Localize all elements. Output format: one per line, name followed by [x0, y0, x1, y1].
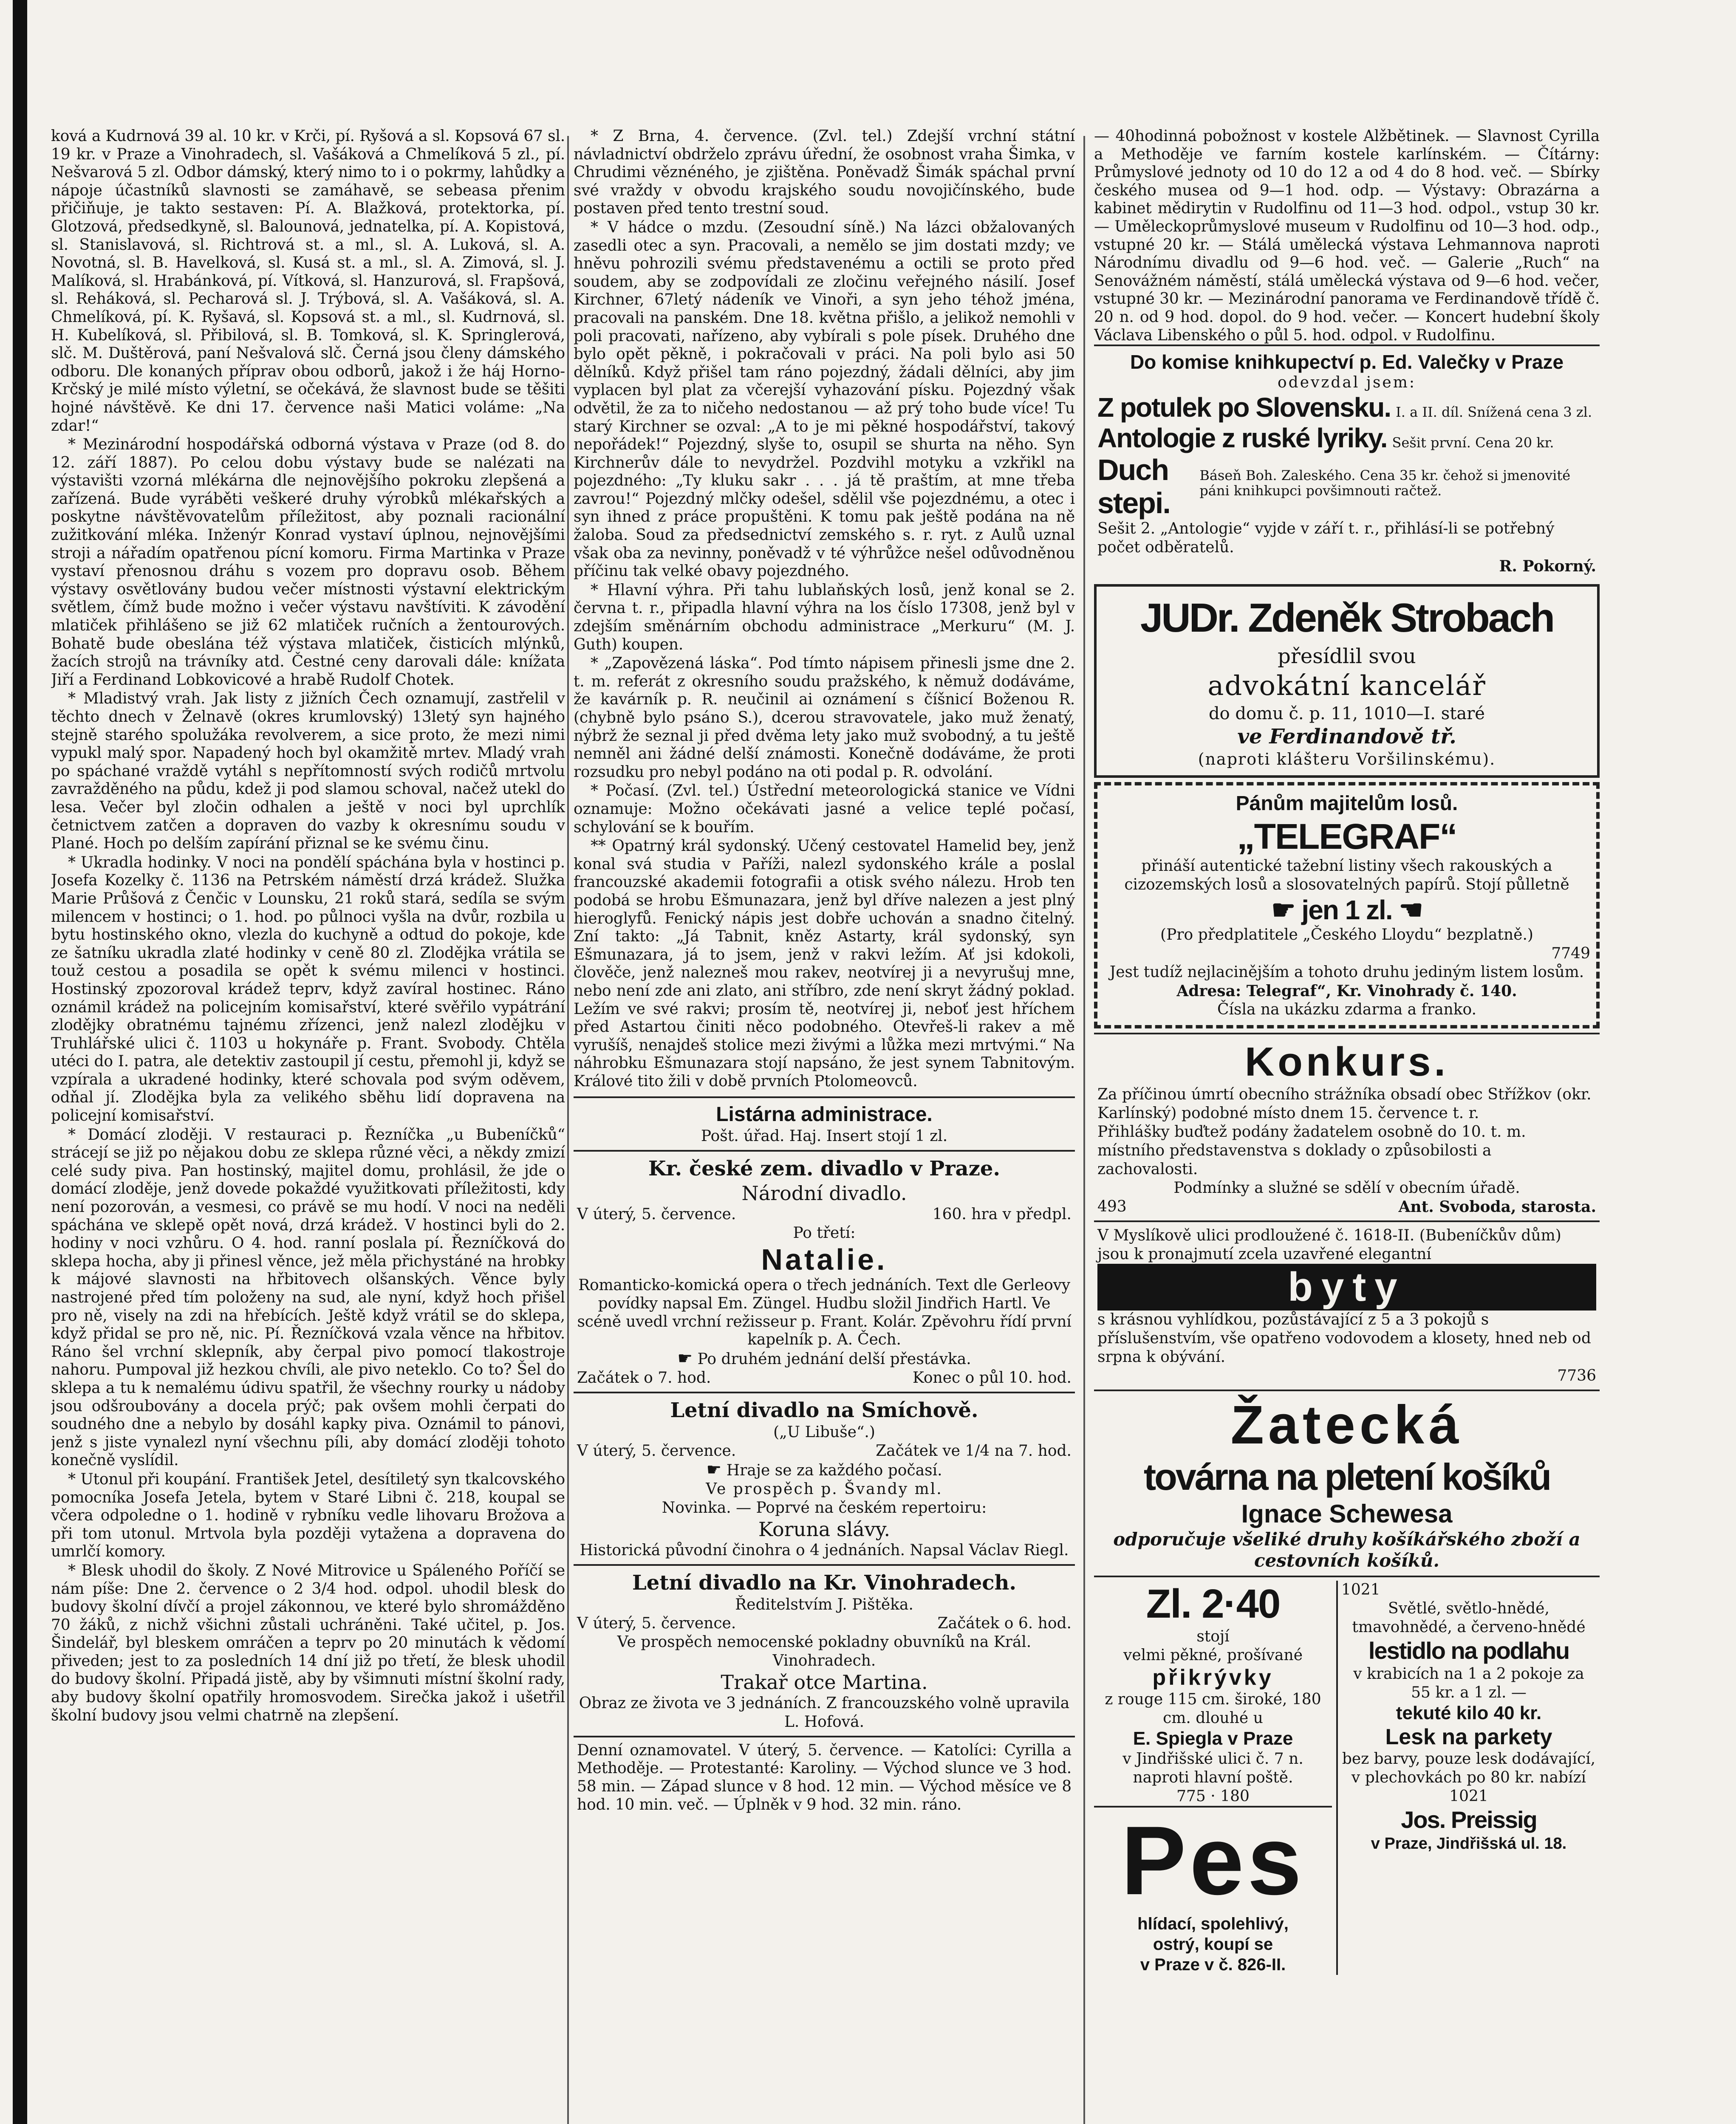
price-ad-number-2: 180 — [1220, 1788, 1250, 1805]
narodni-divadlo — [574, 1150, 1075, 1391]
lesk-line: tekuté kilo 40 kr. — [1396, 1703, 1542, 1724]
page-edge-rule — [13, 0, 27, 2124]
lesk-line: bez barvy, pouze lesk dodávající, v plechovkách po 80 kr. nabízí 1021 — [1342, 1750, 1596, 1805]
lesk-line: Světlé, světlo-hnědé, tmavohnědé, a červeno-hnědé — [1352, 1600, 1586, 1636]
zatec-subtitle: továrna na pletení košíků — [1143, 1456, 1550, 1498]
pointing-hand-icon: ☛ — [1271, 895, 1295, 926]
performance-start: Začátek ve 1/4 na 7. hod. — [876, 1442, 1072, 1460]
valecky-ad — [1094, 345, 1600, 580]
price-line: z rouge 115 cm. široké, 180 cm. dlouhé u — [1105, 1691, 1321, 1727]
ad-number: 775 · 180 — [1176, 1788, 1250, 1805]
lesk-ad — [1336, 1581, 1596, 1975]
konkurs-text: Podmínky a služné se sdělí v obecním úřadě. — [1173, 1179, 1520, 1197]
ad-number: 7736 — [1557, 1367, 1596, 1385]
news-article: * Hlavní výhra. Při tahu lublaňských losů, jenž konal se 2. června t. r., připadla hlavní výhra na los číslo 17308, jenž byl v zdejším směnárním obchodu administrace „Merkuru“ (M. J. Guth) koupen. — [574, 581, 1075, 653]
strobach-line: do domu č. p. 11, 1010—I. staré — [1209, 704, 1485, 724]
price-product: přikrývky — [1152, 1665, 1274, 1690]
price-big: Zl. 2·40 — [1146, 1581, 1280, 1627]
book-info: Báseň Boh. Zaleského. Cena 35 kr. čehož si jmenovité páni knihkupci povšimnouti račtež. — [1199, 467, 1571, 499]
weather-text: Hraje se za každého počasí. — [726, 1461, 942, 1479]
news-article: * Mezinárodní hospodářská odborná výstava v Praze (od 8. do 12. září 1887). Po celou dobu výstavy bude se nalézati na výstavišti vzorná mlékárna dle nejnovějšího pokroku zlepšená a zařízená. Bude vyráběti veškeré druhy výrobků mlékařských a poskytne návštěvovatelům příležitost, aby poznali racionální zužitkování mléka. Inženýr Konrad vystaví úplnou, nejnovějšími stroji a nářadím opatřenou pícní komoru. Firma Martinka v Praze vystaví přenosnou dráhu s vozem pro dopravu osob. Během výstavy osvětlovány budou večer místnosti výstavní elektrickým světlem, čímž bude možno i večer výstavu navštíviti. K závodění mlatiček přihlášeno se již 62 mlatiček ručních a žentourových. Bohatě bude obeslána též výstava mlatiček, čisticích mlýnků, žacích strojů na trávníky atd. Čestné ceny darovali dále: knížata Jiří a Ferdinand Lobkovicové a hrabě Rudolf Chotek. — [51, 436, 565, 689]
lawyer-name: JUDr. Zdeněk Strobach — [1140, 595, 1554, 641]
book-title: Z potulek po Slovensku. — [1097, 392, 1391, 423]
pes-line: ostrý, koupí se — [1153, 1935, 1273, 1954]
strobach-line: ve Ferdinandově tř. — [1237, 725, 1456, 749]
konkurs-text: Přihlášky buďtež podány žadatelem osobně do 10. t. m. místního představenstva s doklady o způsobilosti a zachovalosti. — [1097, 1123, 1526, 1178]
price-shop: E. Spiegla v Praze — [1133, 1728, 1293, 1749]
theatre-heading: Letní divadlo na Kr. Vinohradech. — [632, 1570, 1017, 1595]
news-article: * Počasí. (Zvl. tel.) Ústřední meteorologická stanice ve Vídni oznamuje: Možno očekávati jasné a velice teplé počasí, schylování se k bouřím. — [574, 782, 1075, 836]
opera-title: Natalie. — [761, 1243, 888, 1277]
book-row — [1097, 453, 1596, 520]
ad-number: 7749 — [1551, 945, 1590, 963]
performance-note: Po třetí: — [793, 1224, 856, 1242]
performance-series: 160. hra v předpl. — [932, 1206, 1072, 1223]
strobach-ad — [1094, 584, 1600, 778]
price-ad-number: 775 — [1176, 1788, 1206, 1805]
valecky-signature: R. Pokorný. — [1499, 557, 1596, 576]
daily-events: — 40hodinná pobožnost v kostele Alžbětinek. — Slavnost Cyrilla a Methoděje ve farním kostele karlínském. — Čítárny: Průmyslové jednoty od 10 do 12 a od 4 do 8 hod. več. — Sbírky českého musea od 9—1 hod. odp. — Výstavy: Obrazárna a kabinet mědirytin v Rudolfinu od 11—3 hod. odpol., vstup 30 kr. — Uměleckoprůmyslové museum v Rudolfinu od 10—3 hod. odp., vstupné 20 kr. — Stálá umělecká výstava Lehmannova naproti Národnímu divadlu od 9—6 hod. več. — Galerie „Ruch“ na Senovážném náměstí, stálá umělecká výstava od 9—6 hod. večer, vstupné 30 kr. — Mezinárodní panorama ve Ferdinandově třídě č. 20 n. od 9 hod. dopol. do 9 hod. večer. — Koncert hudební školy Václava Libenského o půl 5. hod. odpol. v Rudolfinu. — [1094, 127, 1600, 344]
book-row — [1097, 392, 1596, 423]
byty-ad — [1094, 1220, 1600, 1390]
telegraf-title: „TELEGRAF“ — [1237, 816, 1457, 857]
news-column-2 — [574, 127, 1075, 2124]
news-article: * Blesk uhodil do školy. Z Nové Mitrovice u Spáleného Poříčí se nám píše: Dne 2. července o 2 3/4 hod. odpol. uhodil blesk do budovy školní dívčí a projel zákonnou, ve které bylo shromážděno 70 žáků, z nichž všichni zůstali uchráněni. Také učitel, p. Jos. Šindelář, byl bleskem omráčen a teprv po 20 minutách k vědomí přiveden; jest to za posledních 14 dní již po třetí, že blesk uhodil do budovy školní. Připadá jistě, aby by všimnuti místní školní rady, aby budovy školní opatřily hromosvodem. Sirečka jakož i ušetřil školní budovy jsou velmi chatrně na zlepšení. — [51, 1562, 565, 1724]
listarna-section — [574, 1096, 1075, 1150]
zatec-owner: Ignace Schewesa — [1241, 1500, 1453, 1528]
benefit-note: Ve prospěch nemocenské pokladny obuvníků na Král. Vinohradech. — [617, 1633, 1032, 1669]
news-article: * Z Brna, 4. července. (Zvl. tel.) Zdejší vrchní státní návladnictví obdrželo zprávu úřední, že osobnost vraha Šimka, v Chrudimi věznéného, je zjištěna. Poněvadž Šimák spáchal první své vraždy v obvodu krajského soudu novojičínského, bude postaven před tento trestní soud. — [574, 127, 1075, 217]
performance-date: V úterý, 5. července. — [577, 1442, 736, 1460]
theatre-heading: Kr. české zem. divadlo v Praze. — [648, 1157, 1001, 1181]
pointing-hand-icon: ☚ — [1399, 895, 1422, 926]
theatre-subheading: Národní divadlo. — [741, 1182, 907, 1205]
zatec-description: odporučuje všeliké druhy košíkářského zboží a cestovních košíků. — [1113, 1529, 1580, 1571]
news-article: * „Zapovězená láska“. Pod tímto nápisem přinesli jsme dne 2. t. m. referát z okresního soudu pražského, k němuž dodáváme, že kavárník p. R. neučinil ai oznámení s číšnicí Boženou R. (chybně bylo psáno S.), dcerou stravovatele, jako muž ženatý, nýbrž že seznal ji před dvěma lety jako muž svobodný, a tu ještě nemněl ani žádné delší známosti. Konečně dodáváme, že proti rozsudku pro nebyl podáno na oti podal p. R. odvolání. — [574, 655, 1075, 781]
zatec-ad — [1094, 1390, 1600, 1576]
news-column-1 — [51, 127, 565, 2124]
column-separator — [567, 136, 569, 2124]
smichov-theatre — [574, 1392, 1075, 1564]
vinohrady-theatre — [574, 1564, 1075, 1736]
lesk-line: v krabicích na 1 a 2 pokoje za 55 kr. a 1 zl. — — [1353, 1665, 1584, 1702]
lesk-address: v Praze, Jindřišská ul. 18. — [1371, 1835, 1567, 1853]
lesk-title: lestidlo na podlahu — [1368, 1637, 1569, 1664]
play-description: Obraz ze života ve 3 jednáních. Z francouzského volně upravila L. Hofová. — [579, 1694, 1070, 1731]
telegraf-ad — [1094, 782, 1600, 1028]
valecky-heading: Do komise knihkupectví p. Ed. Valečky v Praze — [1130, 351, 1564, 373]
play-description: Historická původní činohra o 4 jednáních. Napsal Václav Riegl. — [580, 1541, 1069, 1559]
strobach-line: advokátní kancelář — [1207, 670, 1486, 702]
novelty-note: Novinka. — Poprvé na českém repertoiru: — [662, 1499, 987, 1517]
price-line: stojí — [1196, 1628, 1230, 1646]
benefit-note: Ve prospěch p. Švandy ml. — [706, 1480, 943, 1498]
valecky-subheading: odevzdal jsem: — [1278, 374, 1416, 392]
book-info: I. a II. díl. Snížená cena 3 zl. — [1396, 404, 1592, 421]
performance-row — [577, 1205, 1072, 1224]
pes-title: Pes — [1094, 1806, 1332, 1914]
news-article: ** Opatrný král sydonský. Učený cestovatel Hamelid bey, jenž konal svá studia v Paříži, nalezl sydonského krále a poslal francouzské akademii fotografii a otisk svého nálezu. Hrob ten podobá se hrobu Ešmunazara, jenž byl dříve nalezen a jest plný hieroglyfů. Fenický nápis jest dobře uchován a snadno čitelný. Zní takto: „Já Tabnit, kněz Astarty, král sydonský, syn Ešmunazara, já to jsem, jenž v rakvi ležím. Ať jsi kdokoli, člověče, jenž nalezneš mou rakev, neotvírej ji a nevyrušuj mne, nebo není zde ani zlato, ani stříbro, zde není skryt žádný poklad. Ležím ve své rakvi; prosím tě, neotvírej ji, neboť jest hříchem před Astartou činiti něco podobného. Otevřeš-li rakev a mě vyrušíš, nenajdeš stolice mezi živými a lůžka mezi mrtvými.“ Na náhrobku Ešmunazara stojí napsáno, že jest synem Tabnitovým. Králové tito žili v době prvních Ptolomeovců. — [574, 837, 1075, 1090]
pointing-hand-icon: ☛ — [706, 1460, 722, 1480]
lesk-name: Jos. Preissig — [1401, 1806, 1537, 1833]
news-article: * Domácí zloději. V restauraci p. Řezníčka „u Bubeníčků“ strácejí se již po nějakou dobu ze sklepa různé věci, a někdy zmizí celé sudy piva. Pan hostinský, majitel domu, prohlásil, že jde o domácí zloděje, jenž dovede pokaždé využitkovati příležitosti, kdy není pozorován, a vesmesi, co právě se mu hodí. V noci na neděli spáchána ve sklepě opět nová, drzá krádež. V hostinci byli do 2. hodiny v noci vzhůru. O 4. hod. ranní poslala pí. Řezníčková do sklepa hocha, aby ji přinesl věnce, jež měla přichystáné na hrobky k májové slavnosti na hřbitovech olšanských. Věnce byly nastrojené před tím položeny na sud, ale nyní, když hoch přišel pro ně, visely na zdi na hřebících. Ještě když vrátil se do sklepa, když přidal se pro ně, nic. Pí. Řezníčková vzala věnce na hřbitov. Ráno šel vrchní sklepník, aby čerpal pivo pomocí tlakostroje nahoru. Pumpoval již hezkou chvíli, ale pivo neteklo. Co to? Šel do sklepa a tu k nemalému údivu spatřil, že všechny rourky u nádoby jsou odšroubovány a docela prýč; pak ovšem mohli čerpati do soudného dne a nebylo by dosáhl kapky piva. Oznámil to pánovi, jenž s jiste vynalezl nyní všechnu píli, aby domácí zloději tohoto konečně vyslídil. — [51, 1126, 565, 1469]
telegraf-heading: Pánům majitelům losů. — [1236, 792, 1458, 815]
calendar-text: Denní oznamovatel. V úterý, 5. července. — Katolíci: Cyrilla a Methoděje. — Protestanté: Karoliny. — Východ slunce ve 3 hod. 58 min. — Západ slunce v 8 hod. 12 min. — Východ měsíce ve 8 hod. 10 min. več. — Úplněk v 9 hod. 32 min. ráno. — [577, 1741, 1072, 1813]
news-article: ková a Kudrnová 39 al. 10 kr. v Krči, pí. Ryšová a sl. Kopsová 67 sl. 19 kr. v Praze a Vinohradech, sl. Vašáková a Chmelíková 5 zl., pí. Nešvarová 5 zl. Odbor dámský, který nimo to i o pokrmy, lahůdky a nápoje účastníků slavnosti se zamáhavě, se sebeasa přenim přičiňuje, je takto sestaven: Pí. A. Blažková, protektorka, pí. Glotzová, předsedkyně, sl. Balounová, jednatelka, pí. A. Kopistová, sl. Stanislavová, sl. Richtrová st. a ml., sl. A. Luková, sl. A. Novotná, sl. B. Havelková, sl. Kusá st. a ml., sl. A. Zimová, sl. J. Malíková, sl. Hrabánková, pí. Vítková, sl. Hanzurová, sl. Frapšová, sl. Reháková, sl. Pecharová sl. J. Trýbová, sl. A. Vašáková, sl. A. Chmelíková, pí. K. Ryšavá, sl. Kopsová st. a ml., sl. Kudrnová, sl. H. Kubelíková, sl. Přibilová, sl. B. Tomková, sl. K. Springlerová, slč. M. Duštěrová, paní Nešvalová slč. Černá jsou členy dámského odboru. Dle konaných příprav obou odborů, jakož i že háj Horno-Krčský je milé místo výletní, se očekává, že slavnost bude se těšiti hojné návštěvě. Ke dni 17. července naši Matici voláme: „Na zdar!“ — [51, 127, 565, 435]
book-row — [1097, 423, 1596, 453]
ad-number: 1021 — [1341, 1581, 1380, 1599]
konkurs-text: Za příčinou úmrtí obecního strážníka obsadí obec Střížkov (okr. Karlínský) podobné místo dnem 15. července t. r. — [1097, 1086, 1592, 1122]
pes-line: hlídací, spolehlivý, — [1137, 1915, 1289, 1934]
konkurs-signature: Ant. Svoboda, starosta. — [1398, 1198, 1596, 1216]
valecky-note: Sešit 2. „Antologie“ vyjde v září t. r., přihlásí-li se potřebný počet odběratelů. — [1097, 520, 1555, 556]
theatre-heading: Letní divadlo na Smíchově. — [670, 1398, 978, 1422]
price-line: v Jindřišské ulici č. 7 n. naproti hlavní poště. — [1122, 1750, 1303, 1787]
news-article: * Mladistvý vrah. Jak listy z jižních Čech oznamují, zastřelil v těchto dnech v Želnavě (okres krumlovský) 13letý syn hajného stejně starého spolužáka revolverem, a sice proto, že mezi nimi vypukl malý spor. Napadený hoch byl okamžitě mrtev. Mladý vrah po spáchané vraždě vytáhl s nepřítomností svých rodičů mrtvolu zavražděného na půdu, kdež ji pod slamou schoval, načež utekl do lesa. Večer byl zločin odhalen a ještě v noci byl uprchlík četnictvem zatčen a dopraven do vazby k okresnímu soudu v Plané. Hoch po delším zapírání přiznal se ke svému činu. — [51, 690, 565, 853]
bottom-left-ads — [1094, 1581, 1332, 1975]
play-title: Koruna slávy. — [758, 1517, 891, 1541]
lesk-line: Lesk na parkety — [1385, 1725, 1552, 1750]
strobach-line: přesídlil svou — [1278, 644, 1416, 669]
performance-date: V úterý, 5. července. — [577, 1614, 736, 1632]
konkurs-footer — [1097, 1198, 1596, 1216]
konkurs-title: Konkurs. — [1244, 1039, 1449, 1085]
listarna-line: Pošt. úřad. Haj. Insert stojí 1 zl. — [701, 1127, 948, 1145]
telegraf-price — [1103, 894, 1590, 926]
book-title: Duch stepi. — [1097, 453, 1170, 520]
performance-date: V úterý, 5. července. — [577, 1206, 736, 1223]
pause-text: Po druhém jednání delší přestávka. — [697, 1350, 971, 1368]
news-article: * Utonul při koupání. František Jetel, desítiletý syn tkalcovského pomocníka Josefa Jetela, bytem v Staré Libni č. 218, koupal se včera odpoledne o 1. hodině v rybníku vedle lihovaru Brožova a při tom utonul. Mrtvola byla později vytažena a dopravena do umrlčí komory. — [51, 1470, 565, 1561]
performance-row — [577, 1614, 1072, 1633]
opera-description: Romanticko-komická opera o třech jednáních. Text dle Gerleovy povídky napsal Em. Züngel. Hudbu složil Jindřich Hartl. Ve scéně uvedl vrchní režisseur p. Frant. Kolár. Zpěvohru řídí první kapelník p. A. Čech. — [577, 1277, 1072, 1349]
ad-number: 493 — [1097, 1198, 1127, 1216]
performance-start: Začátek o 6. hod. — [937, 1614, 1072, 1632]
zatec-title: Žatecká — [1230, 1395, 1463, 1456]
strobach-line: (naproti klášteru Voršilinskému). — [1198, 750, 1496, 769]
telegraf-address: Adresa: Telegraf“, Kr. Vinohrady č. 140. — [1176, 982, 1517, 1000]
times-row — [577, 1369, 1072, 1387]
theatre-subheading: Ředitelstvím J. Pištěka. — [735, 1596, 913, 1613]
pointing-hand-icon: ☛ — [677, 1348, 693, 1368]
news-article: * V hádce o mzdu. (Zesoudní síně.) Na lázci obžalovaných zasedli otec a syn. Pracovali, a nemělo se jim dostati mzdy; ve hněvu pohrozili svému představenému a octili se proto před soudem, aby se zodpovídali ze zločinu veřejného násilí. Josef Kirchner, 67letý nádeník ve Vinoři, a syn jeho téhož jména, pracovali na panském. Dne 18. května přišlo, a jelikož nemohli v poli pracovati, nařízeno, aby vybírali s pole písek. Druhého dne bylo opět pěkně, i pokračovali v práci. Na poli bylo asi 50 dělníků. Když přišel tam ráno pojezdný, žádali dělníci, aby jim vyplacen byl plat za včerejší vyhazování písku. Pojezdný však odvětil, že za to ničeho nedostanou — až prý toho bude více! Tu starý Kirchner se ozval: „A to je mi pěkné hospodářství, takový nepořádek!“ Pojezdný, slyše to, osupil se shurta na něho. Syn Kirchnerův dále to nevydržel. Pozdvihl motyku a vzkřikl na pojezdného: „Ty kluku sakr . . . já tě praštím, at mne třeba zavrou!“ Pojezdný mlčky odešel, sdělil vše pojezdnému, a otec i syn ihned z práce propuštěni. K tomu pak ještě podána na ně žaloba. Soud za předsednictví zemského s. r. ryt. z Aulů uznal však oba za nevinny, poněvadž v té výhrůžce nešel odůvodněnou příčinu tak velké obavy pojezdného. — [574, 218, 1075, 580]
telegraf-price-text: jen 1 zl. — [1301, 895, 1392, 926]
book-info: Sešit první. Cena 20 kr. — [1392, 435, 1554, 451]
byty-text: V Myslíkově ulici prodloužené č. 1618-II. (Bubeníčkův dům) jsou k pronajmutí zcela uzavřené elegantní — [1097, 1227, 1561, 1263]
telegraf-subscribers: (Pro předplatitele „Českého Lloydu“ bezplatně.) — [1160, 926, 1533, 944]
telegraf-sample: Čísla na ukázku zdarma a franko. — [1217, 1001, 1477, 1019]
play-title: Trakař otce Martina. — [721, 1670, 928, 1694]
column-separator — [1083, 136, 1085, 2124]
konkurs-ad — [1094, 1033, 1600, 1220]
byty-description: s krásnou vyhlídkou, pozůstávající z 5 a 3 pokojů s příslušenstvím, vše opatřeno vodovodem a klosety, hned neb od srpna k obývání. — [1097, 1311, 1591, 1366]
weather-note — [577, 1460, 1072, 1480]
daily-calendar — [574, 1736, 1075, 1818]
byty-title: byty — [1097, 1264, 1596, 1311]
telegraf-description: přináší autentické tažební listiny všech rakouských a cizozemských losů a slosovatelných papírů. Stojí půlletně — [1124, 857, 1569, 894]
bottom-ads-row — [1094, 1576, 1600, 1975]
start-time: Začátek o 7. hod. — [577, 1369, 711, 1387]
listarna-title: Listárna administrace. — [716, 1103, 933, 1126]
book-title: Antologie z ruské lyriky. — [1097, 423, 1387, 454]
price-line: velmi pěkné, prošívané — [1123, 1647, 1303, 1664]
pes-line: v Praze v č. 826-II. — [1140, 1955, 1286, 1974]
end-time: Konec o půl 10. hod. — [912, 1369, 1072, 1387]
news-article: * Ukradla hodinky. V noci na pondělí spáchána byla v hostinci p. Josefa Kozelky č. 1136 na Petrském náměstí drzá krádež. Služka Marie Průšová z Čenčic v Lounsku, 21 roků stará, sedíla se svým milencem v hostinci; o 1. hod. po půlnoci vyšla na dvůr, rozbila u bytu hostinského okno, vlezla do kuchyně a odtud do pokoje, kde ze šatníku ukradla zlaté hodinky v ceně 80 zl. Zlodějka vrátila se touž cestou a posadila se opět k svému milenci v hostinci. Hostinský zpozoroval krádež teprv, když zavíral hostinec. Ráno oznámil krádež na policejním komisařství, které svěřilo vypátrání zlodějky obratnému tajnému zřízenci, jenž nalezl zlodějku v Truhlářské ulici č. 1103 u hokynáře p. Frant. Svobody. Chtěla utéci do I. patra, ale detektiv zastoupil jí cestu, přemohl ji, když se vzpírala a ukradené hodinky, které schovala pod svým oděvem, odňal jí. Zlodějka byla za velikého sběhu lidí dopravena na policejní komisařství. — [51, 853, 565, 1125]
telegraf-cheap: Jest tudíž nejlacinějším a tohoto druhu jediným listem losům. — [1109, 963, 1584, 981]
pause-note — [577, 1349, 1072, 1369]
performance-row — [577, 1442, 1072, 1460]
ads-column — [1094, 127, 1600, 2124]
theatre-subheading: („U Libuše“.) — [773, 1423, 875, 1441]
